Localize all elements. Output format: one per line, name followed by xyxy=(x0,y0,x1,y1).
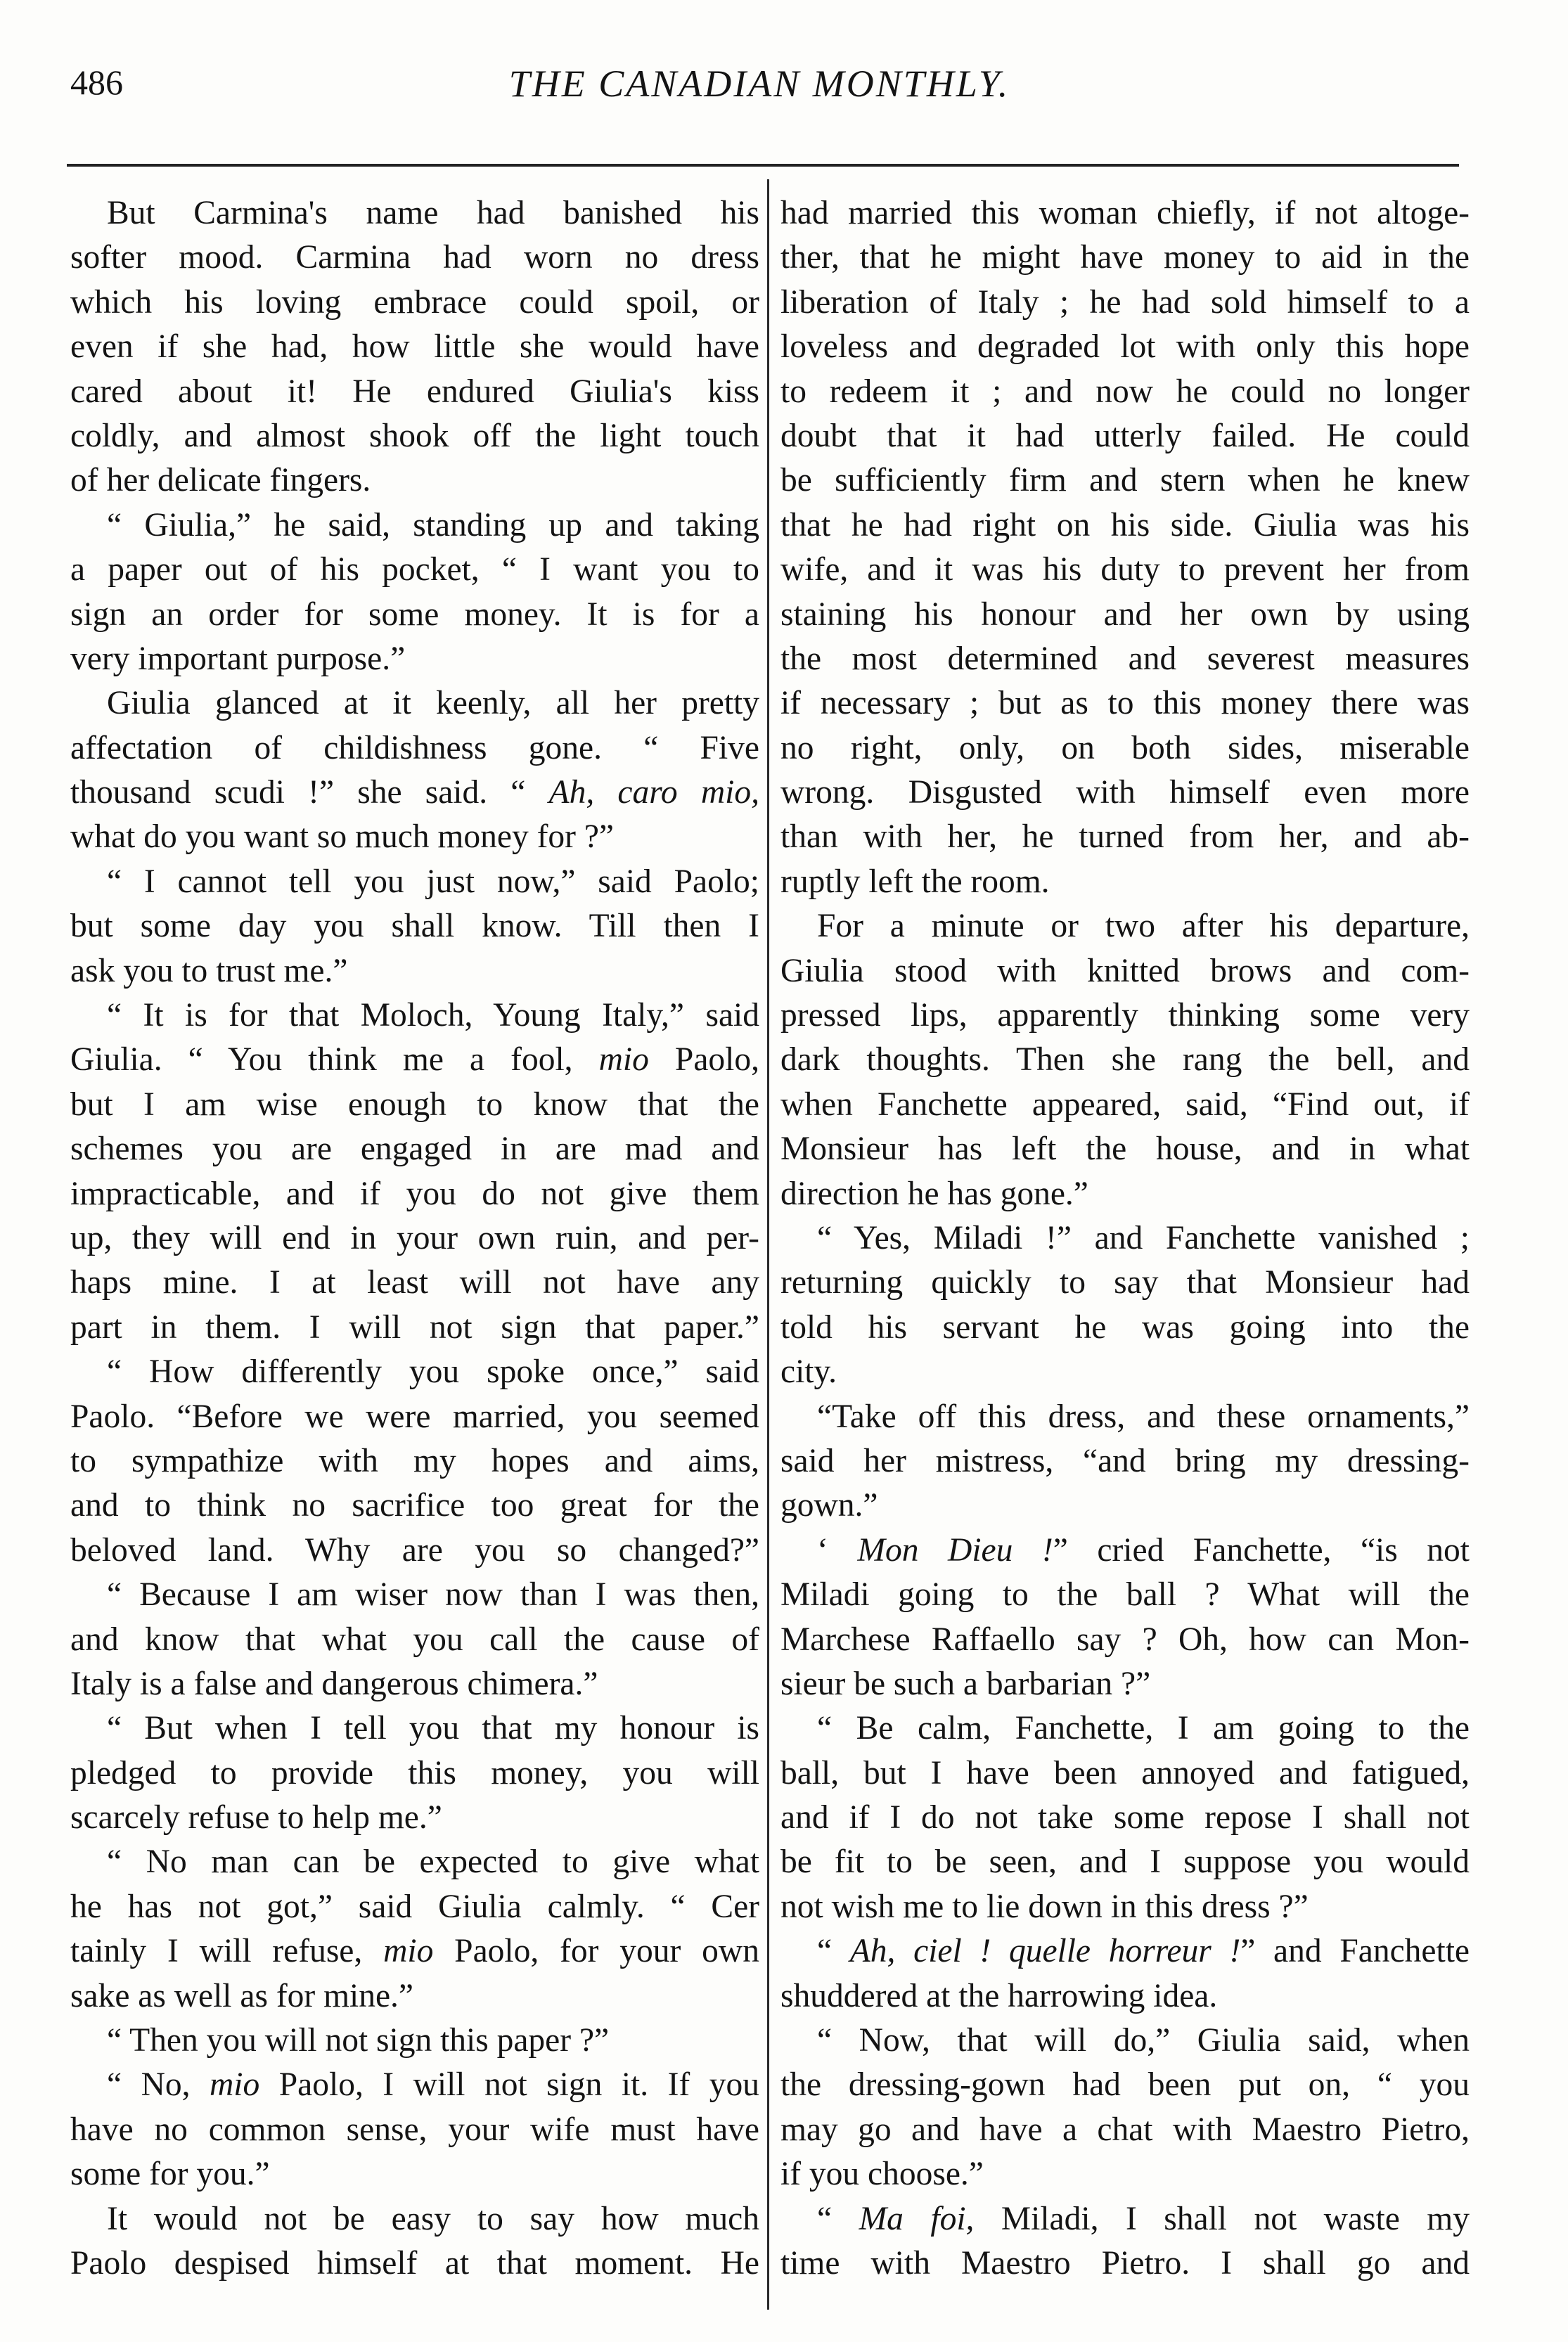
text-line: he has not got,” said Giulia calmly. “ Cer xyxy=(70,1888,759,1925)
text-line: the dressing-gown had been put on, “ you xyxy=(780,2066,1470,2104)
text-line xyxy=(70,2063,759,2107)
text-line: Paolo despised himself at that moment. He xyxy=(70,2244,759,2282)
text-line: “ Yes, Miladi !” and Fanchette vanished ; xyxy=(817,1219,1470,1256)
text-line: a paper out of his pocket, “ I want you to xyxy=(70,551,759,588)
italic-text: Mon Dieu ! xyxy=(857,1531,1053,1569)
text-line: told his servant he was going into the xyxy=(780,1308,1470,1346)
text-line: schemes you are engaged in are mad and xyxy=(70,1131,759,1168)
text-line: wrong. Disgusted with himself even more xyxy=(780,774,1470,811)
text-line: up, they will end in your own ruin, and per- xyxy=(70,1219,759,1256)
text-line: than with her, he turned from her, and ab- xyxy=(780,818,1470,856)
text-line: “ I cannot tell you just now,” said Paolo; xyxy=(107,863,759,900)
text-line: city. xyxy=(780,1353,837,1391)
italic-text: mio xyxy=(210,2066,260,2104)
text-line: For a minute or two after his departure, xyxy=(817,908,1470,945)
text-line: beloved land. Why are you so changed?” xyxy=(70,1531,759,1569)
text-line: coldly, and almost shook off the light touch xyxy=(70,417,759,454)
text-line: “ Giulia,” he said, standing up and taking xyxy=(107,506,759,543)
text-line: very important purpose.” xyxy=(70,640,406,677)
text-line: the most determined and severest measures xyxy=(780,640,1470,677)
text-line: sieur be such a barbarian ?” xyxy=(780,1665,1151,1702)
italic-text: mio xyxy=(383,1933,434,1970)
text-line: said her mistress, “and bring my dressing- xyxy=(780,1442,1470,1479)
text-line: but some day you shall know. Till then I xyxy=(70,908,759,945)
text-line: scarcely refuse to help me.” xyxy=(70,1799,442,1836)
text-line xyxy=(70,1038,759,1082)
text-line: to sympathize with my hopes and aims, xyxy=(70,1442,759,1479)
text-line: loveless and degraded lot with only this hope xyxy=(780,328,1470,366)
text-line: be sufficiently firm and stern when he knew xyxy=(780,462,1470,499)
text-line: and know that what you call the cause of xyxy=(70,1621,759,1658)
text-line: dark thoughts. Then she rang the bell, and xyxy=(780,1041,1470,1079)
text-segment: Giulia. “ You think me a fool, xyxy=(70,1041,599,1079)
text-line: “ Then you will not sign this paper ?” xyxy=(107,2022,610,2059)
text-line: no right, only, on both sides, miserable xyxy=(780,729,1470,766)
text-line: “ Now, that will do,” Giulia said, when xyxy=(817,2022,1470,2059)
italic-text: mio xyxy=(598,1041,649,1079)
text-line: “ But when I tell you that my honour is xyxy=(107,1710,759,1747)
text-segment: Paolo, xyxy=(648,1041,759,1079)
text-line: direction he has gone.” xyxy=(780,1175,1088,1212)
text-line xyxy=(780,1929,1470,1974)
italic-text: Ah, caro mio, xyxy=(548,774,759,811)
text-line: part in them. I will not sign that paper.” xyxy=(70,1308,759,1346)
text-line: ruptly left the room. xyxy=(780,863,1050,900)
text-line: “Take off this dress, and these ornaments,” xyxy=(817,1398,1470,1435)
text-line: Miladi going to the ball ? What will the xyxy=(780,1576,1470,1614)
header-rule xyxy=(67,164,1459,167)
text-line: what do you want so much money for ?” xyxy=(70,818,615,856)
text-segment: ” and Fanchette xyxy=(1240,1933,1470,1970)
text-segment: Miladi, I shall not waste my xyxy=(974,2200,1470,2237)
text-line: sake as well as for mine.” xyxy=(70,1977,414,2014)
text-line: returning quickly to say that Monsieur had xyxy=(780,1264,1470,1301)
text-line: when Fanchette appeared, said, “Find out, if xyxy=(780,1086,1470,1123)
text-line: ther, that he might have money to aid in the xyxy=(780,239,1470,276)
right-column xyxy=(780,191,1470,2286)
text-line: impracticable, and if you do not give them xyxy=(70,1175,759,1212)
text-line: even if she had, how little she would have xyxy=(70,328,759,366)
text-line: pressed lips, apparently thinking some very xyxy=(780,997,1470,1034)
text-line: Italy is a false and dangerous chimera.” xyxy=(70,1665,598,1702)
text-line: cared about it! He endured Giulia's kiss xyxy=(70,373,759,410)
italic-text: Ah, ciel ! quelle horreur ! xyxy=(849,1933,1241,1970)
text-line: “ Be calm, Fanchette, I am going to the xyxy=(817,1710,1470,1747)
text-line: “ Because I am wiser now than I was then, xyxy=(107,1576,759,1614)
text-line xyxy=(70,771,759,815)
text-line: “ No man can be expected to give what xyxy=(107,1844,759,1881)
text-line: wife, and it was his duty to prevent her from xyxy=(780,551,1470,588)
text-line: had married this woman chiefly, if not altoge- xyxy=(780,195,1470,231)
text-line: be fit to be seen, and I suppose you would xyxy=(780,1844,1470,1881)
text-line: Monsieur has left the house, and in what xyxy=(780,1131,1470,1168)
text-line: and if I do not take some repose I shall not xyxy=(780,1799,1470,1836)
text-line: some for you.” xyxy=(70,2156,270,2193)
text-line: softer mood. Carmina had worn no dress xyxy=(70,239,759,276)
text-line: “ It is for that Moloch, Young Italy,” said xyxy=(107,997,759,1034)
text-segment: ” cried Fanchette, “is not xyxy=(1053,1531,1470,1569)
text-line: It would not be easy to say how much xyxy=(107,2200,759,2237)
column-divider xyxy=(767,179,769,2310)
text-line: shuddered at the harrowing idea. xyxy=(780,1977,1218,2014)
text-line: have no common sense, your wife must have xyxy=(70,2111,759,2148)
text-segment: “ xyxy=(817,1933,850,1970)
text-line: may go and have a chat with Maestro Pietro, xyxy=(780,2111,1470,2148)
text-line: and to think no sacrifice too great for the xyxy=(70,1487,759,1524)
text-line: “ How differently you spoke once,” said xyxy=(107,1353,759,1391)
text-line: not wish me to lie down in this dress ?” xyxy=(780,1888,1309,1925)
text-line: Giulia glanced at it keenly, all her pretty xyxy=(107,685,759,722)
text-line: Marchese Raffaello say ? Oh, how can Mon- xyxy=(780,1621,1470,1658)
text-line: to redeem it ; and now he could no longer xyxy=(780,373,1470,410)
text-segment: thousand scudi !” she said. “ xyxy=(70,774,549,811)
text-segment: tainly I will refuse, xyxy=(70,1933,384,1970)
text-line: gown.” xyxy=(780,1487,878,1524)
text-segment: Paolo, I will not sign it. If you xyxy=(259,2066,759,2104)
text-segment: “ No, xyxy=(107,2066,210,2104)
text-line xyxy=(70,1929,759,1974)
text-line: if necessary ; but as to this money there was xyxy=(780,685,1470,722)
text-segment: ‘ xyxy=(817,1531,858,1569)
text-line: of her delicate fingers. xyxy=(70,462,371,499)
text-line: if you choose.” xyxy=(780,2156,984,2193)
text-line: Paolo. “Before we were married, you seemed xyxy=(70,1398,759,1435)
text-line: pledged to provide this money, you will xyxy=(70,1754,759,1791)
text-line: which his loving embrace could spoil, or xyxy=(70,283,759,321)
italic-text: Ma foi, xyxy=(859,2200,975,2237)
text-line: affectation of childishness gone. “ Five xyxy=(70,729,759,766)
text-line: doubt that it had utterly failed. He could xyxy=(780,417,1470,454)
text-line: that he had right on his side. Giulia was his xyxy=(780,506,1470,543)
page-header xyxy=(70,62,1448,125)
text-line: But Carmina's name had banished his xyxy=(107,195,759,231)
text-line: ask you to trust me.” xyxy=(70,952,348,989)
text-segment: Paolo, for your own xyxy=(433,1933,759,1970)
text-line: Giulia stood with knitted brows and com- xyxy=(780,952,1470,989)
text-line: but I am wise enough to know that the xyxy=(70,1086,759,1123)
text-line: ball, but I have been annoyed and fatigued, xyxy=(780,1754,1470,1791)
text-line xyxy=(780,1529,1470,1573)
text-line: haps mine. I at least will not have any xyxy=(70,1264,759,1301)
text-segment: “ xyxy=(817,2200,859,2237)
text-line: sign an order for some money. It is for a xyxy=(70,596,759,633)
text-line: liberation of Italy ; he had sold himself to a xyxy=(780,283,1470,321)
text-line: staining his honour and her own by using xyxy=(780,596,1470,633)
page-number: 486 xyxy=(70,63,123,102)
text-line: time with Maestro Pietro. I shall go and xyxy=(780,2244,1470,2282)
running-title: THE CANADIAN MONTHLY. xyxy=(508,63,1010,105)
text-line xyxy=(780,2197,1470,2241)
left-column xyxy=(70,191,759,2286)
